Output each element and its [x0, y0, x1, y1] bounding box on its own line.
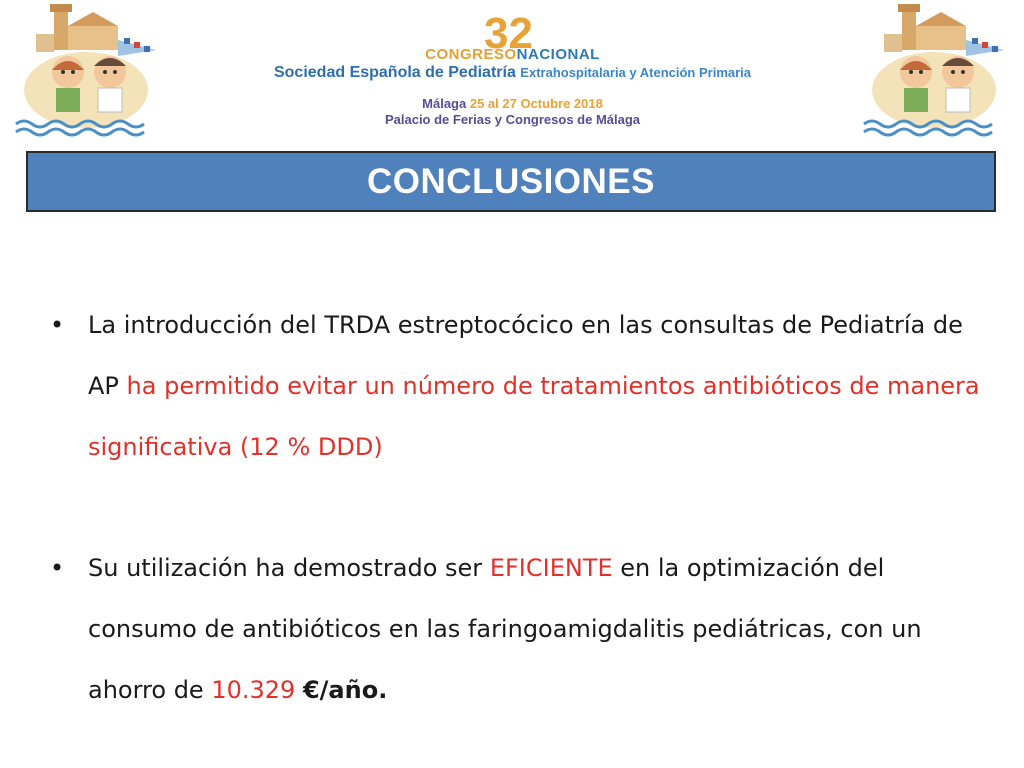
congress-illustration-left	[6, 0, 166, 140]
congress-name	[225, 46, 800, 63]
congress-suffix: NACIONAL	[516, 46, 600, 63]
society-name	[225, 64, 800, 82]
conclusion-1-highlight: ha permitido evitar un número de tratamientos antibióticos de manera significativa (12 % DDD)	[88, 372, 980, 461]
title-bar	[26, 151, 996, 212]
congress-venue: Palacio de Ferias y Congresos de Málaga	[384, 112, 641, 127]
bullet-marker: •	[50, 554, 65, 582]
slide-title: CONCLUSIONES	[367, 161, 655, 201]
conclusions-list	[50, 295, 980, 721]
society-title: Sociedad Española de Pediatría	[273, 64, 516, 81]
bullet-marker: •	[50, 311, 65, 339]
congress-location-dates	[225, 96, 800, 111]
savings-unit: €/año.	[302, 676, 388, 704]
savings-amount: 10.329	[211, 676, 296, 704]
conclusion-2-highlight: EFICIENTE	[489, 554, 613, 582]
society-subtitle: Extrahospitalaria y Atención Primaria	[520, 65, 752, 80]
conclusion-1-text: La introducción del TRDA estreptocócico en las consultas de Pediatría de AP	[88, 311, 963, 400]
congress-prefix: CONGRESO	[425, 46, 517, 63]
conclusion-2-text-start: Su utilización ha demostrado ser	[88, 554, 490, 582]
conclusion-2-text-end: en la optimización del consumo de antibióticos en las faringoamigdalitis pediátricas, con un ahorro de	[88, 554, 922, 704]
congress-illustration-right	[854, 0, 1014, 140]
congress-city: Málaga	[422, 96, 467, 111]
conclusion-item-1	[50, 295, 980, 478]
svg-text:32: 32	[484, 9, 533, 54]
conclusion-item-2	[50, 538, 980, 721]
congress-header	[225, 8, 800, 128]
congress-dates: 25 al 27 Octubre 2018	[469, 96, 603, 111]
